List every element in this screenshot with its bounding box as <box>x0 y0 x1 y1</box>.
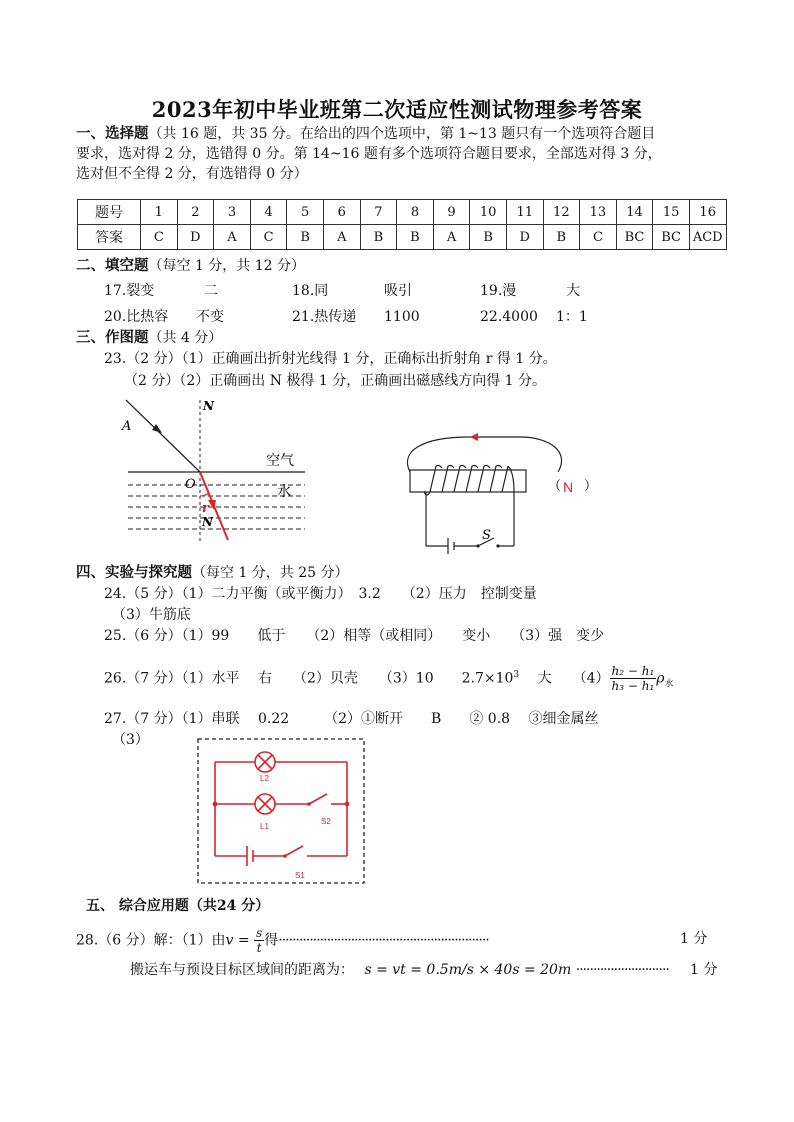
label-n-top: N <box>203 399 214 413</box>
dashed-frame <box>198 739 364 883</box>
answer-table-answer-row <box>78 225 727 250</box>
q26-exponent: 3 <box>513 669 520 680</box>
refraction-diagram <box>110 392 310 552</box>
field-direction-arrow <box>470 433 478 441</box>
table-cell: 16 <box>689 200 726 225</box>
circuit-wires-red <box>215 762 347 866</box>
fill-answer: 20.比热容 <box>104 309 169 325</box>
q26-fraction <box>610 664 657 693</box>
section1-desc-line3: 选对但不全得 2 分，有选错得 0 分） <box>76 166 308 182</box>
s2-label: S2 <box>321 817 331 826</box>
label-air: 空气 <box>266 453 294 469</box>
q28-score2: 1 分 <box>690 962 718 978</box>
table-cell: A <box>323 225 360 250</box>
table-cell: C <box>141 225 178 250</box>
table-cell: 6 <box>323 200 360 225</box>
fraction-denominator: t <box>256 941 262 955</box>
fraction-denominator: h₃ − h₁ <box>611 679 655 693</box>
section1-desc-line2: 要求，选对得 2 分，选错得 0 分。第 14~16 题有多个选项符合题目要求，全部选对得 3 分， <box>76 146 662 162</box>
q28-formula: s = vt = 0.5m/s × 40s = 20m <box>364 962 572 978</box>
table-cell: 8 <box>397 200 434 225</box>
fill-answer: 22.4000 <box>480 309 538 325</box>
pole-open-paren: （ <box>548 479 562 494</box>
table-row1-label: 题号 <box>78 200 141 225</box>
junction-left <box>213 802 218 807</box>
table-cell: B <box>543 225 580 250</box>
fraction-numerator: s <box>256 926 263 940</box>
table-cell: BC <box>653 225 690 250</box>
section3-header <box>76 328 222 348</box>
section2-desc: （每空 1 分，共 12 分） <box>148 258 306 274</box>
table-cell: D <box>177 225 214 250</box>
circuit-diagram <box>197 738 367 886</box>
table-cell: 2 <box>177 200 214 225</box>
table-cell: 13 <box>580 200 617 225</box>
section3-heading: 三、作图题 <box>76 329 149 346</box>
section2-heading: 二、填空题 <box>76 257 149 274</box>
q28-v: v <box>225 932 234 949</box>
q28-score1: 1 分 <box>680 931 708 947</box>
fill-answer: 二 <box>204 283 218 299</box>
q28-de: 得 <box>264 932 279 949</box>
q28-fraction <box>254 926 264 955</box>
table-cell: 9 <box>433 200 470 225</box>
fraction-numerator: h₂ − h₁ <box>611 664 655 678</box>
section5-heading: 五、 综合应用题（共24 分） <box>86 898 270 914</box>
q23-line1: 23.（2 分）（1）正确画出折射光线得 1 分，正确标出折射角 r 得 1 分。 <box>104 351 557 367</box>
switch-label: S <box>482 528 491 543</box>
lamp-l1 <box>255 794 275 814</box>
rho-symbol: ρ <box>656 670 665 687</box>
fill-answer: 21.热传递 <box>292 309 357 325</box>
section3-desc: （共 4 分） <box>148 330 223 346</box>
q24-line1: 24.（5 分）（1）二力平衡（或平衡力） 3.2 （2）压力 控制变量 <box>104 586 537 602</box>
q28-dots2: ··························· <box>575 962 669 978</box>
fill-answer: 1100 <box>384 309 420 325</box>
section1-desc-line1: （共 16 题，共 35 分。在给出的四个选项中，第 1~13 题只有一个选项符合题目 <box>148 126 656 142</box>
section1-line1 <box>76 124 655 144</box>
angle-arc <box>200 493 209 496</box>
table-cell: B <box>360 225 397 250</box>
section1-heading: 一、选择题 <box>76 125 149 142</box>
switch-contact <box>496 544 499 547</box>
section4-header <box>76 563 349 583</box>
table-cell: 12 <box>543 200 580 225</box>
table-cell: B <box>470 225 507 250</box>
q26-text: 26.（7 分）（1）水平 右 （2）贝壳 （3）10 2.7×10 <box>104 670 514 687</box>
fill-answer: 17.裂变 <box>104 283 155 299</box>
table-cell: 11 <box>506 200 543 225</box>
table-cell: C <box>250 225 287 250</box>
table-cell: 1 <box>141 200 178 225</box>
table-cell: 5 <box>287 200 324 225</box>
q28-line1 <box>76 926 489 955</box>
table-cell: A <box>214 225 251 250</box>
q28-equals: = <box>233 932 255 949</box>
answer-table <box>77 199 727 250</box>
table-cell: B <box>397 225 434 250</box>
switch-pivot <box>476 544 479 547</box>
fill-answer: 19.漫 <box>480 283 517 299</box>
pole-close-paren: ） <box>584 479 598 494</box>
table-row2-label: 答案 <box>78 225 141 250</box>
junction-right <box>345 802 350 807</box>
q25-line: 25.（6 分）（1）99 低于 （2）相等（或相同） 变小 （3）强 变少 <box>104 628 605 644</box>
circuit-wires <box>424 492 514 554</box>
s1-label: S1 <box>295 871 305 880</box>
table-cell: A <box>433 225 470 250</box>
fill-answer: 1：1 <box>556 309 588 325</box>
table-cell: D <box>506 225 543 250</box>
fill-answer: 18.同 <box>292 283 329 299</box>
q28-dots1: ····························································· <box>278 932 489 949</box>
l2-label: L2 <box>260 774 269 783</box>
table-cell: 3 <box>214 200 251 225</box>
q24-line2: （3）牛筋底 <box>112 607 191 623</box>
section4-heading: 四、实验与探究题 <box>76 564 192 581</box>
table-cell: ACD <box>689 225 726 250</box>
lamp-l2 <box>255 752 275 772</box>
incident-ray <box>126 400 200 472</box>
fill-answer: 不变 <box>196 309 224 325</box>
page-title: 2023年初中毕业班第二次适应性测试物理参考答案 <box>151 97 643 122</box>
solenoid-diagram <box>390 432 620 554</box>
q28-prefix: 28.（6 分）解：（1）由 <box>76 932 226 949</box>
q28-distance-text: 搬运车与预设目标区域间的距离为： <box>130 962 354 978</box>
north-pole-label: N <box>563 479 574 495</box>
table-cell: 7 <box>360 200 397 225</box>
label-o: O <box>185 477 196 492</box>
fill-answer: 大 <box>566 283 580 299</box>
table-cell: 10 <box>470 200 507 225</box>
q27-line2: （3） <box>112 732 149 748</box>
answer-table-number-row <box>78 200 727 225</box>
l1-label: L1 <box>260 822 269 831</box>
q26-line <box>104 664 674 694</box>
q28-line2 <box>130 960 669 980</box>
magnetic-field-line <box>408 437 562 472</box>
label-a: A <box>122 419 132 434</box>
table-cell: C <box>580 225 617 250</box>
table-cell: 14 <box>616 200 653 225</box>
rho-subscript: 水 <box>664 679 674 690</box>
q27-line1: 27.（7 分）（1）串联 0.22 （2）①断开 B ② 0.8 ③细金属丝 <box>104 711 599 727</box>
q23-line2: （2 分）（2）正确画出 N 极得 1 分，正确画出磁感线方向得 1 分。 <box>124 373 547 389</box>
s1-pivot <box>283 854 287 858</box>
table-cell: B <box>287 225 324 250</box>
table-cell: 4 <box>250 200 287 225</box>
s2-pivot <box>307 802 311 806</box>
label-n-bottom: N <box>202 515 213 529</box>
section4-desc: （每空 1 分，共 25 分） <box>192 565 349 581</box>
incident-arrow <box>152 424 162 433</box>
table-cell: 15 <box>653 200 690 225</box>
label-water: 水 <box>277 484 291 500</box>
q26-tail: 大 （4） <box>519 670 610 687</box>
section2-header <box>76 256 305 276</box>
fill-answer: 吸引 <box>384 283 412 299</box>
table-cell: BC <box>616 225 653 250</box>
label-r: r <box>202 501 209 516</box>
